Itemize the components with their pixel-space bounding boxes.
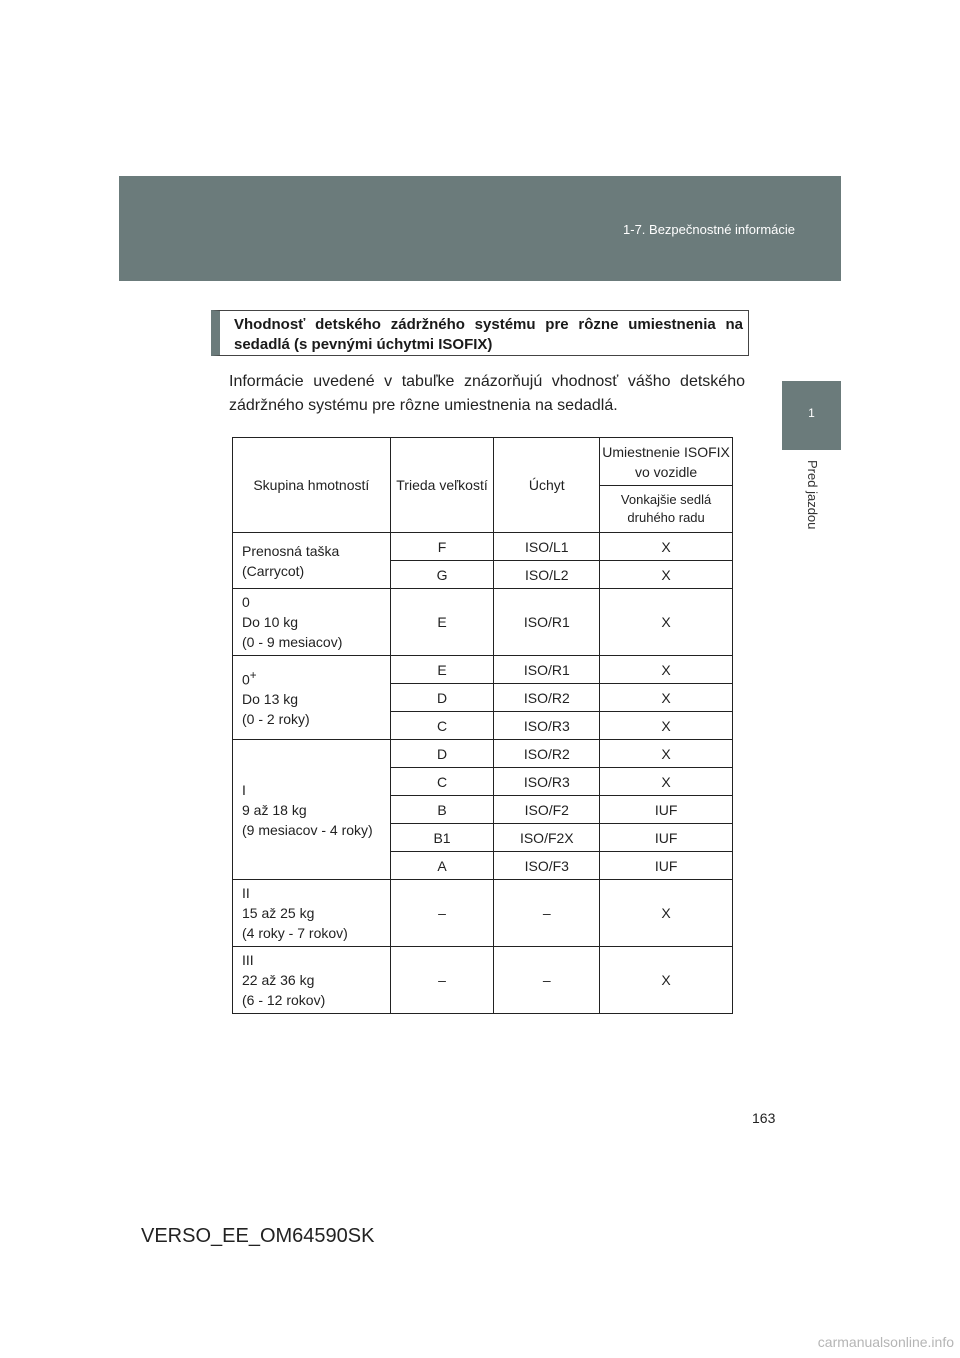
size-class-cell: A	[390, 852, 494, 880]
header-band	[119, 176, 841, 281]
suitability-cell: X	[600, 740, 733, 768]
size-class-cell: C	[390, 712, 494, 740]
suitability-cell: IUF	[600, 796, 733, 824]
fixture-cell: –	[494, 947, 600, 1014]
size-class-cell: C	[390, 768, 494, 796]
size-class-cell: G	[390, 561, 494, 589]
size-class-cell: D	[390, 740, 494, 768]
suitability-cell: X	[600, 712, 733, 740]
group-cell: 0 Do 10 kg (0 - 9 mesiacov)	[233, 589, 391, 656]
suitability-cell: X	[600, 561, 733, 589]
suitability-cell: X	[600, 656, 733, 684]
watermark: carmanualsonline.info	[817, 1334, 954, 1350]
table-row	[233, 656, 733, 684]
header-outer-seats: Vonkajšie sedlá druhého radu	[600, 486, 733, 533]
size-class-cell: B1	[390, 824, 494, 852]
suitability-cell: X	[600, 533, 733, 561]
section-title: 1-7. Bezpečnostné informácie	[623, 222, 795, 237]
fixture-cell: ISO/L2	[494, 561, 600, 589]
section-heading: Vhodnosť detského zádržného systému pre rôzne umiestnenia na sedadlá (s pevnými úchytmi ISOFIX)	[211, 310, 749, 356]
table-row	[233, 533, 733, 561]
fixture-cell: ISO/F2	[494, 796, 600, 824]
fixture-cell: ISO/F2X	[494, 824, 600, 852]
suitability-cell: IUF	[600, 852, 733, 880]
suitability-cell: X	[600, 768, 733, 796]
size-class-cell: –	[390, 880, 494, 947]
table-row	[233, 740, 733, 768]
group-cell: 0+ Do 13 kg (0 - 2 roky)	[233, 656, 391, 740]
group-cell: Prenosná taška (Carrycot)	[233, 533, 391, 589]
chapter-tab	[782, 381, 841, 450]
group-cell: II 15 až 25 kg (4 roky - 7 rokov)	[233, 880, 391, 947]
fixture-cell: ISO/L1	[494, 533, 600, 561]
table-row	[233, 947, 733, 1014]
suitability-cell: X	[600, 589, 733, 656]
group-cell: III 22 až 36 kg (6 - 12 rokov)	[233, 947, 391, 1014]
fixture-cell: ISO/F3	[494, 852, 600, 880]
fixture-cell: ISO/R3	[494, 768, 600, 796]
chapter-number: 1	[808, 406, 815, 420]
header-fixture: Úchyt	[494, 438, 600, 533]
chapter-label: Pred jazdou	[805, 460, 820, 530]
group-cell: I 9 až 18 kg (9 mesiacov - 4 roky)	[233, 740, 391, 880]
fixture-cell: ISO/R1	[494, 656, 600, 684]
table-row	[233, 880, 733, 947]
header-size-class: Trieda veľkostí	[390, 438, 494, 533]
isofix-suitability-table	[232, 437, 733, 1014]
fixture-cell: –	[494, 880, 600, 947]
header-group: Skupina hmotností	[233, 438, 391, 533]
intro-paragraph: Informácie uvedené v tabuľke znázorňujú vhodnosť vášho detského zádržného systému pre rôzne umiestnenia na sedadlá.	[229, 373, 745, 414]
fixture-cell: ISO/R3	[494, 712, 600, 740]
suitability-cell: X	[600, 947, 733, 1014]
size-class-cell: B	[390, 796, 494, 824]
size-class-cell: E	[390, 656, 494, 684]
fixture-cell: ISO/R1	[494, 589, 600, 656]
size-class-cell: E	[390, 589, 494, 656]
size-class-cell: F	[390, 533, 494, 561]
document-code: VERSO_EE_OM64590SK	[141, 1225, 375, 1247]
fixture-cell: ISO/R2	[494, 740, 600, 768]
page-number: 163	[752, 1110, 776, 1126]
superscript-plus: +	[249, 668, 257, 682]
suitability-cell: IUF	[600, 824, 733, 852]
size-class-cell: –	[390, 947, 494, 1014]
suitability-cell: X	[600, 684, 733, 712]
suitability-cell: X	[600, 880, 733, 947]
size-class-cell: D	[390, 684, 494, 712]
header-location: Umiestnenie ISOFIX vo vozidle	[600, 438, 733, 486]
table-row	[233, 589, 733, 656]
fixture-cell: ISO/R2	[494, 684, 600, 712]
